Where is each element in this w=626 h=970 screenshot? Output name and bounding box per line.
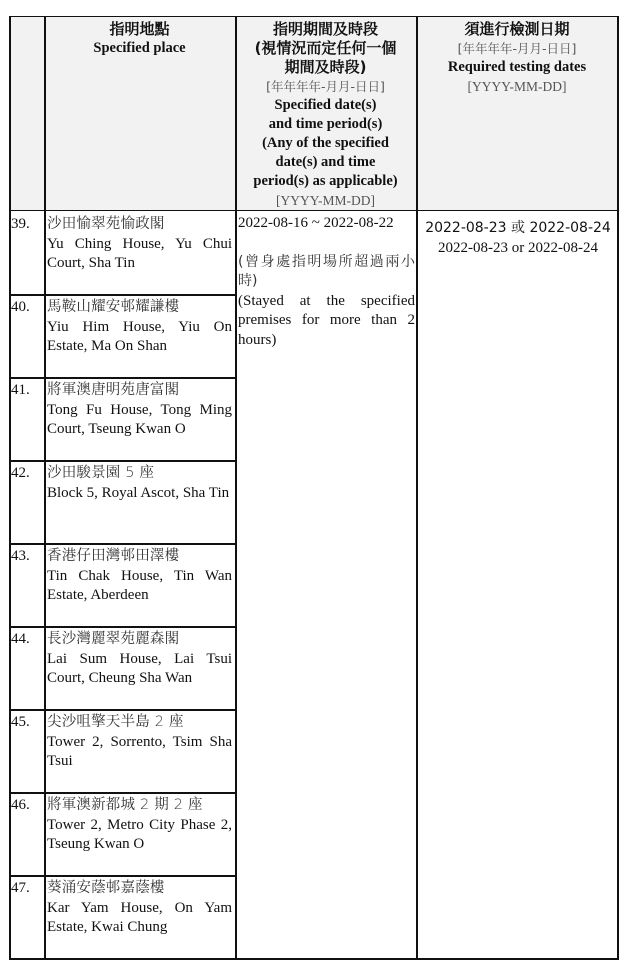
period-note-zh: (曾身處指明場所超過兩小時) <box>238 253 415 289</box>
period-note-en: (Stayed at the specified premises for more than 2 hours) <box>238 292 415 348</box>
header-period-zh-format: [年年年年-月月-日日] <box>266 79 385 94</box>
period-range: 2022-08-16 ~ 2022-08-22 <box>238 215 394 231</box>
place-zh: 將軍澳新都城 2 期 2 座 <box>47 797 203 813</box>
row-place <box>47 298 232 357</box>
header-period-en-5: period(s) as applicable) <box>253 173 398 189</box>
testing-dates-cell <box>418 218 618 258</box>
row-place <box>47 381 232 440</box>
place-zh: 尖沙咀擎天半島 2 座 <box>47 714 184 730</box>
header-period-zh-3: 期間及時段) <box>284 58 367 76</box>
header-testing-en: Required testing dates <box>447 59 587 75</box>
header-period <box>235 16 416 210</box>
place-zh: 將軍澳唐明苑唐富閣 <box>47 382 180 398</box>
row-place <box>47 796 232 855</box>
border-bottom <box>9 958 618 960</box>
place-en: Kar Yam House, On Yam Estate, Kwai Chung <box>47 899 232 935</box>
place-zh: 馬鞍山耀安邨耀謙樓 <box>47 299 180 315</box>
place-en: Tower 2, Sorrento, Tsim Sha Tsui <box>47 733 232 769</box>
row-divider <box>9 626 236 628</box>
period-cell <box>238 214 415 350</box>
header-testing <box>416 16 618 96</box>
row-divider <box>9 709 236 711</box>
place-zh: 沙田愉翠苑愉政閣 <box>47 216 165 232</box>
border-right <box>617 16 619 960</box>
row-number: 46. <box>11 797 30 813</box>
row-number: 41. <box>11 382 30 398</box>
header-period-en-format: [YYYY-MM-DD] <box>276 193 375 208</box>
testing-dates-en: 2022-08-23 or 2022-08-24 <box>438 240 598 256</box>
row-number: 45. <box>11 714 30 730</box>
header-period-zh-1: 指明期間及時段 <box>272 20 378 38</box>
place-zh: 沙田駿景園 5 座 <box>47 465 155 481</box>
specified-places-table <box>9 16 618 960</box>
header-period-en-2: and time period(s) <box>268 116 383 132</box>
row-number: 47. <box>11 880 30 896</box>
row-number: 39. <box>11 216 30 232</box>
place-en: Yu Ching House, Yu Chui Court, Sha Tin <box>47 235 232 271</box>
place-en: Tong Fu House, Tong Ming Court, Tseung Kwan O <box>47 401 232 437</box>
place-zh: 長沙灣麗翠苑麗森閣 <box>47 631 180 647</box>
border-left <box>9 16 11 960</box>
row-divider <box>9 792 236 794</box>
header-testing-zh: 須進行檢測日期 <box>464 20 570 38</box>
row-place <box>47 713 232 772</box>
row-place <box>47 547 232 606</box>
row-number: 42. <box>11 465 30 481</box>
place-en: Tower 2, Metro City Phase 2, Tseung Kwan O <box>47 816 232 852</box>
header-place-zh: 指明地點 <box>109 20 170 38</box>
row-divider <box>9 543 236 545</box>
header-period-zh-2: (視情況而定任何一個 <box>254 39 397 57</box>
place-zh: 香港仔田灣邨田澤樓 <box>47 548 180 564</box>
border-col3 <box>416 16 418 960</box>
row-place <box>47 630 232 689</box>
row-divider <box>9 460 236 462</box>
header-period-en-4: date(s) and time <box>275 154 376 170</box>
row-divider <box>9 875 236 877</box>
header-testing-en-format: [YYYY-MM-DD] <box>467 79 567 94</box>
header-place-en: Specified place <box>93 40 186 56</box>
place-en: Lai Sum House, Lai Tsui Court, Cheung Sha Wan <box>47 650 232 686</box>
place-en: Yiu Him House, Yiu On Estate, Ma On Shan <box>47 318 232 354</box>
row-number: 40. <box>11 299 30 315</box>
row-number: 43. <box>11 548 30 564</box>
row-place <box>47 215 232 274</box>
border-col2 <box>235 16 237 960</box>
place-en: Block 5, Royal Ascot, Sha Tin <box>47 484 230 501</box>
header-testing-zh-format: [年年年年-月月-日日] <box>457 41 577 56</box>
header-period-en-3: (Any of the specified <box>262 135 389 151</box>
place-en: Tin Chak House, Tin Wan Estate, Aberdeen <box>47 567 232 603</box>
row-number: 44. <box>11 631 30 647</box>
row-place <box>47 879 232 938</box>
header-place <box>44 16 235 58</box>
place-zh: 葵涌安蔭邨嘉蔭樓 <box>47 880 165 896</box>
header-period-en-1: Specified date(s) <box>274 97 377 113</box>
testing-dates-zh: 2022-08-23 或 2022-08-24 <box>425 220 611 236</box>
border-col1 <box>44 16 46 960</box>
row-divider <box>9 377 236 379</box>
row-divider <box>9 294 236 296</box>
row-place <box>47 464 232 503</box>
